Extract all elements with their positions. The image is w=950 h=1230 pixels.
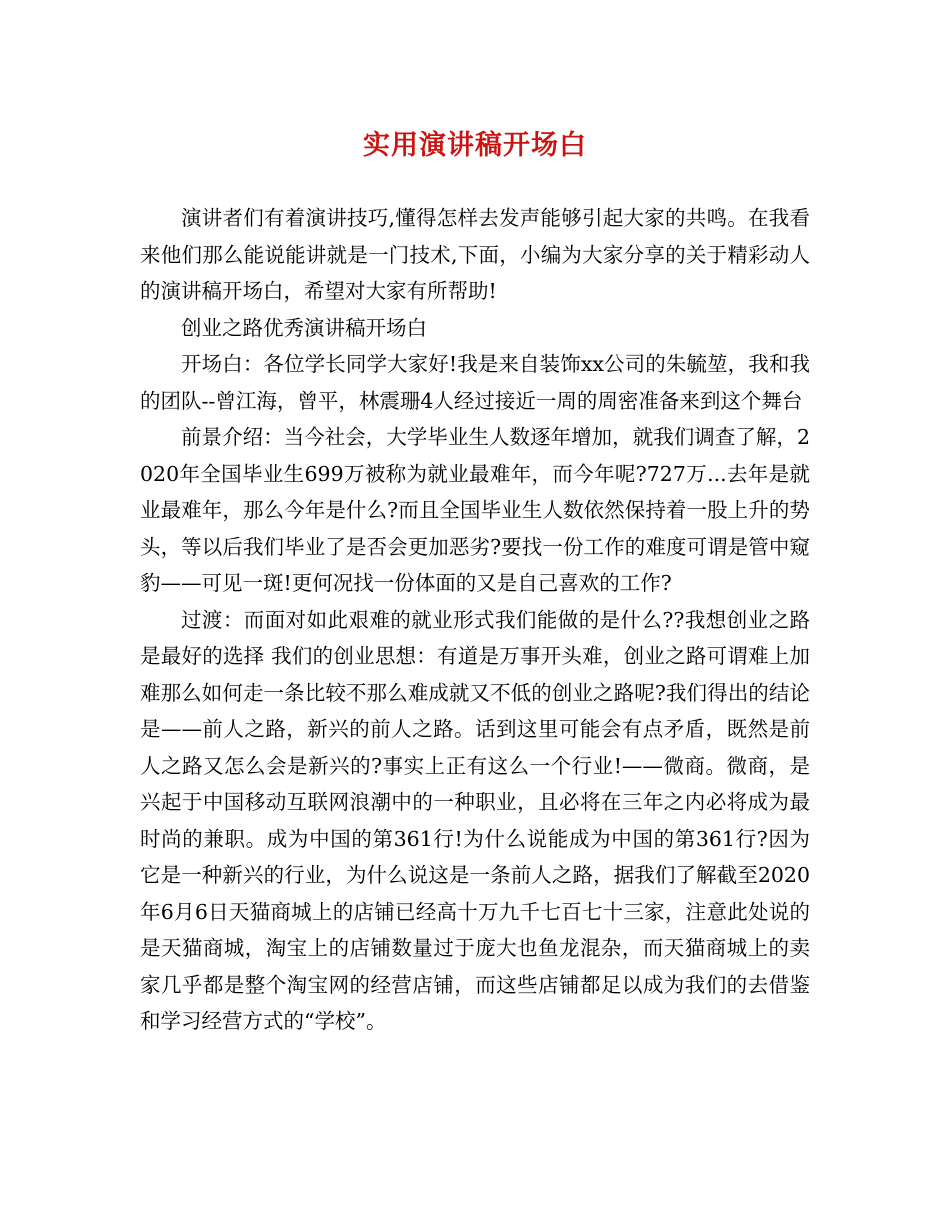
paragraph-background: 前景介绍：当今社会，大学毕业生人数逐年增加，就我们调查了解，2020年全国毕业生699万被称为就业最难年，而今年呢?727万...去年是就业最难年，那么今年是什么?而且全国毕业生人数依然保持着一股上升的势头，等以后我们毕业了是否会更加恶劣?要找一份工作的难度可谓是管中窥豹——可见一斑!更何况找一份体面的又是自己喜欢的工作?	[140, 425, 810, 595]
paragraph-subheading: 创业之路优秀演讲稿开场白	[181, 315, 427, 340]
document-title: 实用演讲稿开场白	[363, 130, 587, 161]
paragraph-transition: 过渡：而面对如此艰难的就业形式我们能做的是什么??我想创业之路是最好的选择 我们的创业思想：有道是万事开头难，创业之路可谓难上加难那么如何走一条比较不那么难成就又不低的创业之路呢?我们得出的结论是——前人之路，新兴的前人之路。话到这里可能会有点矛盾，既然是前人之路又怎么会是新兴的?事实上正有这么一个行业!——微商。微商，是兴起于中国移动互联网浪潮中的一种职业，且必将在三年之内必将成为最时尚的兼职。成为中国的第361行!为什么说能成为中国的第361行?因为它是一种新兴的行业，为什么说这是一条前人之路，据我们了解截至2020年6月6日天猫商城上的店铺已经高十万九千七百七十三家，注意此处说的是天猫商城，淘宝上的店铺数量过于庞大也鱼龙混杂，而天猫商城上的卖家几乎都是整个淘宝网的经营店铺，而这些店铺都足以成为我们的去借鉴和学习经营方式的“学校”。	[140, 607, 810, 1033]
document-body	[140, 200, 810, 1040]
paragraph-opening: 开场白：各位学长同学大家好!我是来自装饰xx公司的朱毓堃，我和我的团队--曾江海，曾平，林震珊4人经过接近一周的周密准备来到这个舞台	[140, 352, 810, 413]
paragraph-intro: 演讲者们有着演讲技巧,懂得怎样去发声能够引起大家的共鸣。在我看来他们那么能说能讲就是一门技术,下面，小编为大家分享的关于精彩动人的演讲稿开场白，希望对大家有所帮助!	[140, 206, 810, 303]
